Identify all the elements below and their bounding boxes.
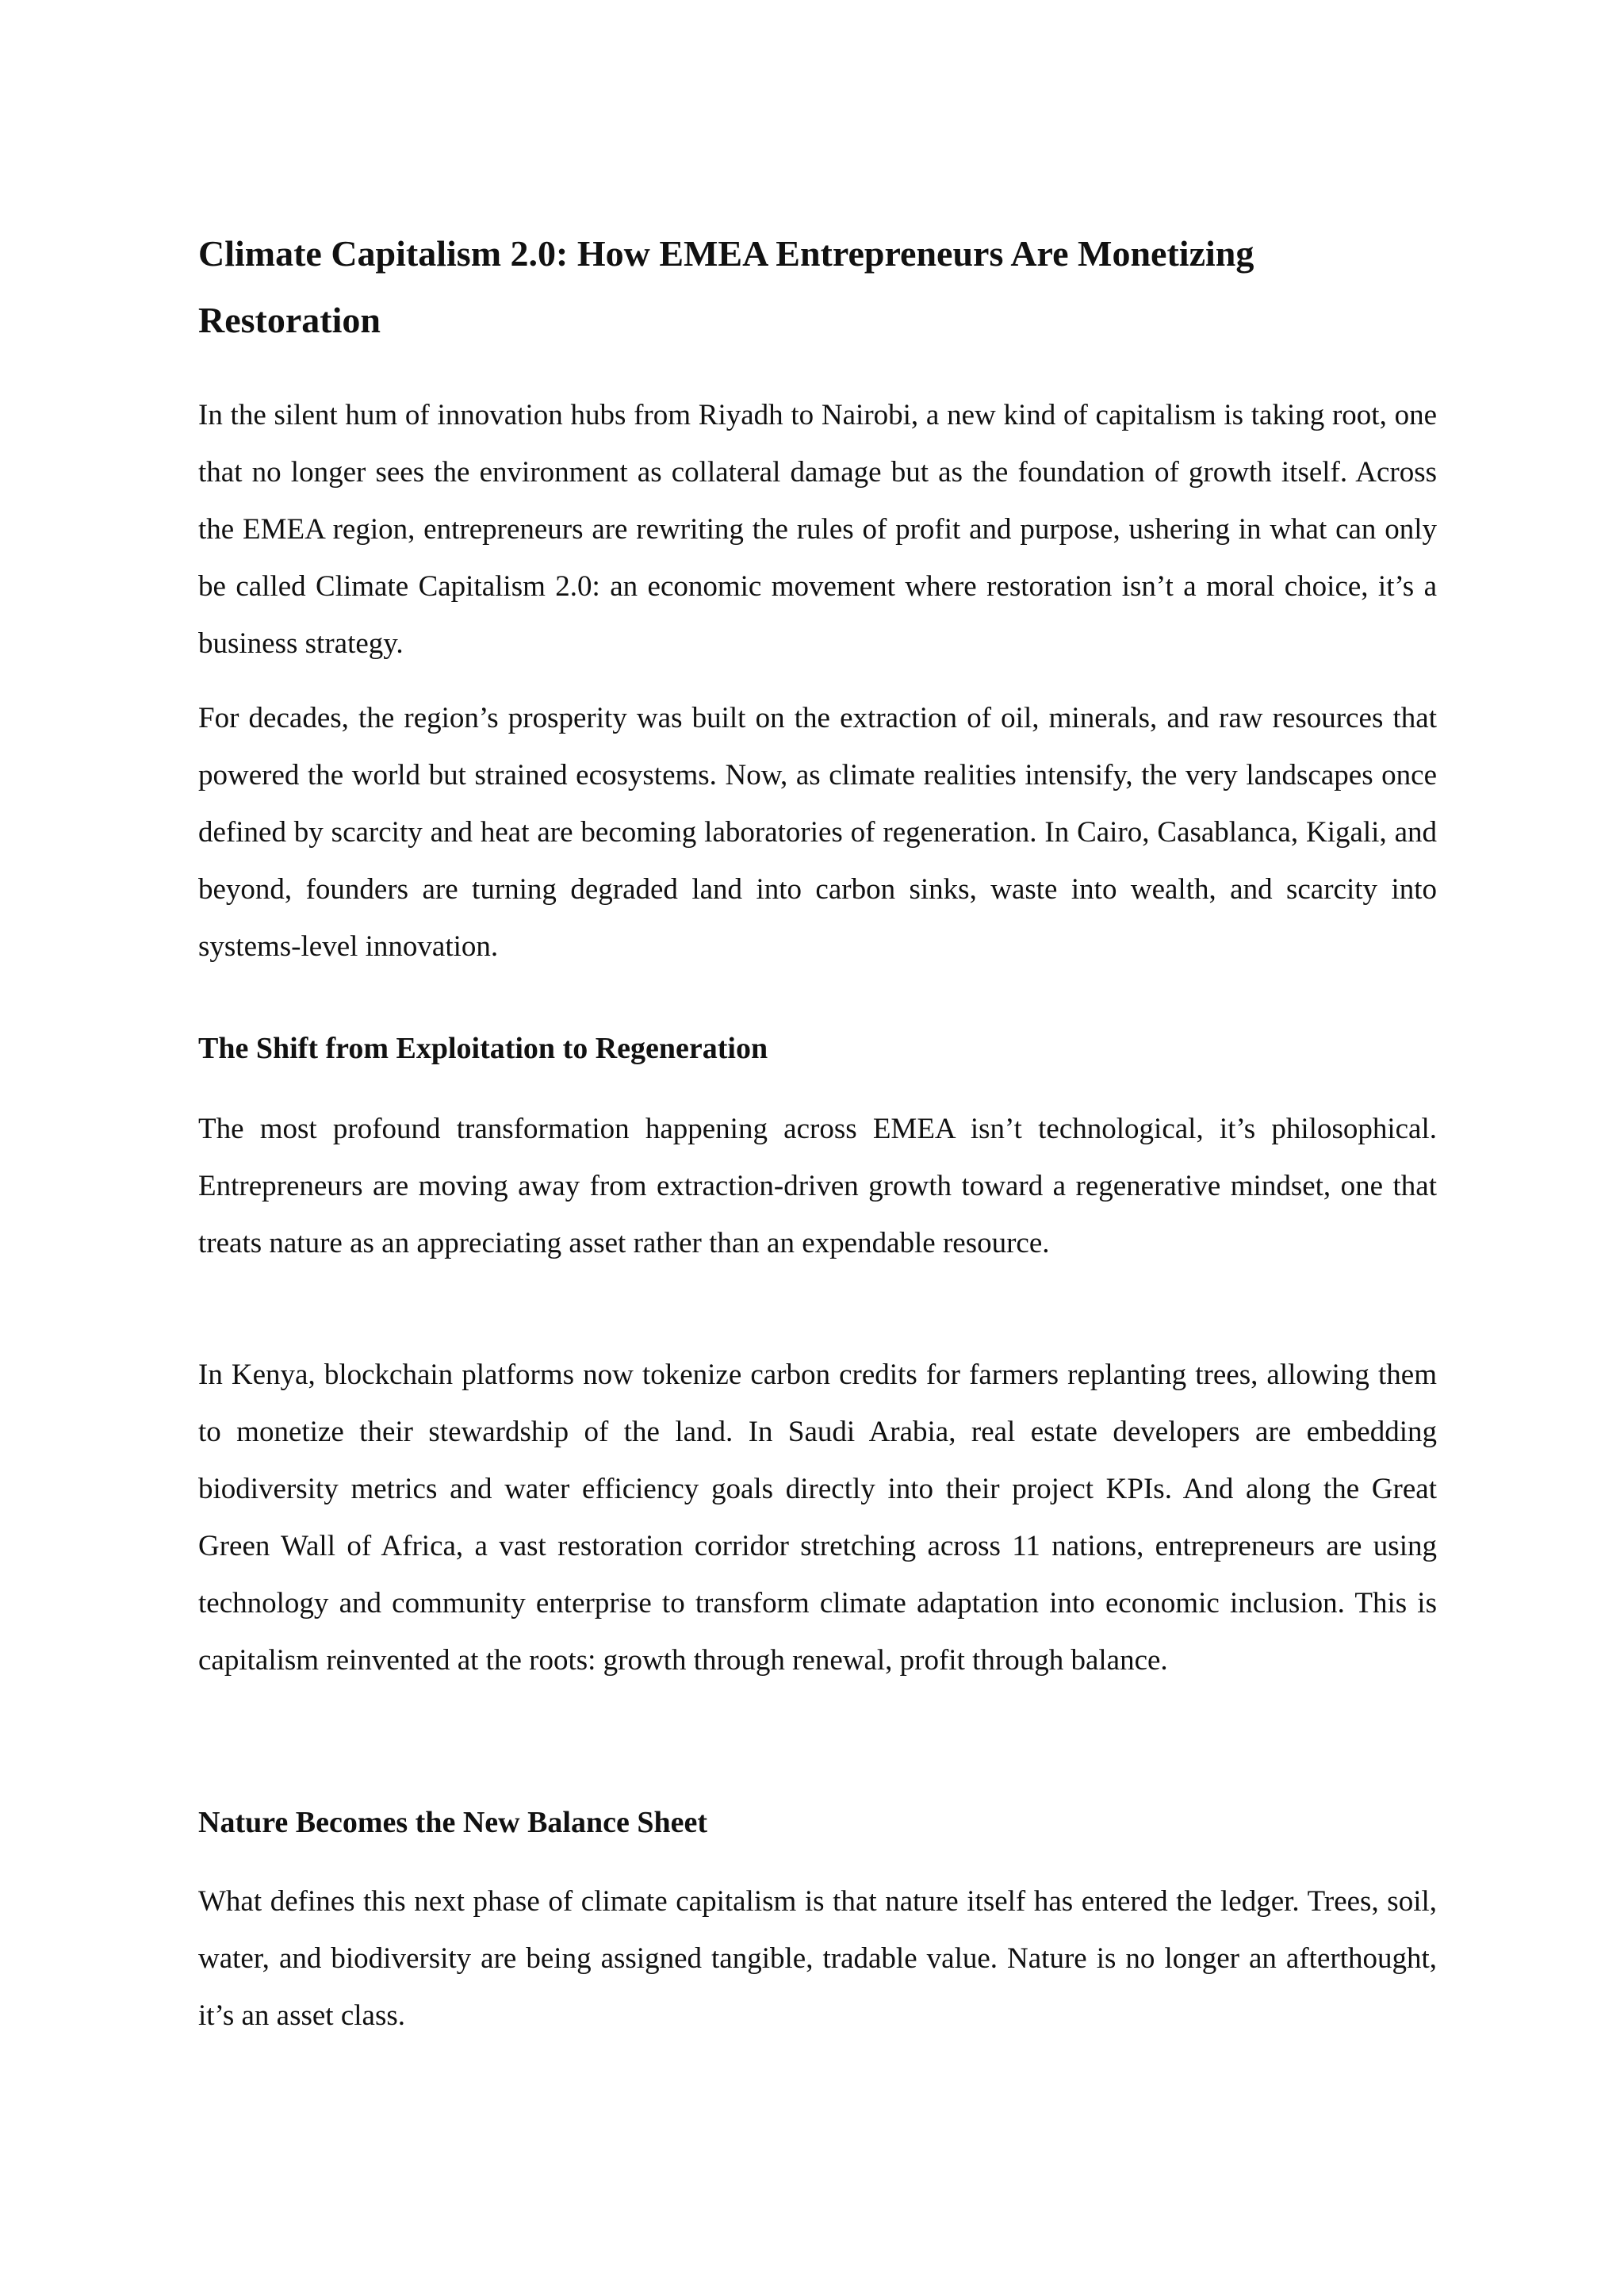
section-shift-paragraph-2: In Kenya, blockchain platforms now tokenize carbon credits for farmers replanting trees, allowing them to monetize their stewardship of the land. In Saudi Arabia, real estate developers are embedding biodiversity metrics and water efficiency goals directly into their project KPIs. And along the Great Green Wall of Africa, a vast restoration corridor stretching across 11 nations, entrepreneurs are using technology and community enterprise to transform climate adaptation into economic inclusion. This is capitalism reinvented at the roots: growth through renewal, profit through balance. bbox=[198, 1359, 1437, 1677]
section-balance-sheet-paragraph-1: What defines this next phase of climate capitalism is that nature itself has entered the ledger. Trees, soil, water, and biodiversity are being assigned tangible, tradable value. Nature is no longer an afterthought, it’s an asset class. bbox=[198, 1885, 1437, 2032]
intro-paragraph-2: For decades, the region’s prosperity was built on the extraction of oil, minerals, and raw resources that powered the world but strained ecosystems. Now, as climate realities intensify, the very landscapes once defined by scarcity and heat are becoming laboratories of regeneration. In Cairo, Casablanca, Kigali, and beyond, founders are turning degraded land into carbon sinks, waste into wealth, and scarcity into systems-level innovation. bbox=[198, 702, 1437, 963]
section-heading-balance-sheet: Nature Becomes the New Balance Sheet bbox=[198, 1806, 707, 1839]
document-title: Climate Capitalism 2.0: How EMEA Entrepreneurs Are Monetizing Restoration bbox=[198, 233, 1254, 340]
section-heading-shift: The Shift from Exploitation to Regeneration bbox=[198, 1032, 768, 1065]
section-shift-paragraph-1: The most profound transformation happening across EMEA isn’t technological, it’s philosophical. Entrepreneurs are moving away from extraction-driven growth toward a regenerative mindset, one that treats nature as an appreciating asset rather than an expendable resource. bbox=[198, 1113, 1437, 1259]
intro-paragraph-1: In the silent hum of innovation hubs from Riyadh to Nairobi, a new kind of capitalism is taking root, one that no longer sees the environment as collateral damage but as the foundation of growth itself. Across the EMEA region, entrepreneurs are rewriting the rules of profit and purpose, ushering in what can only be called Climate Capitalism 2.0: an economic movement where restoration isn’t a moral choice, it’s a business strategy. bbox=[198, 399, 1437, 660]
